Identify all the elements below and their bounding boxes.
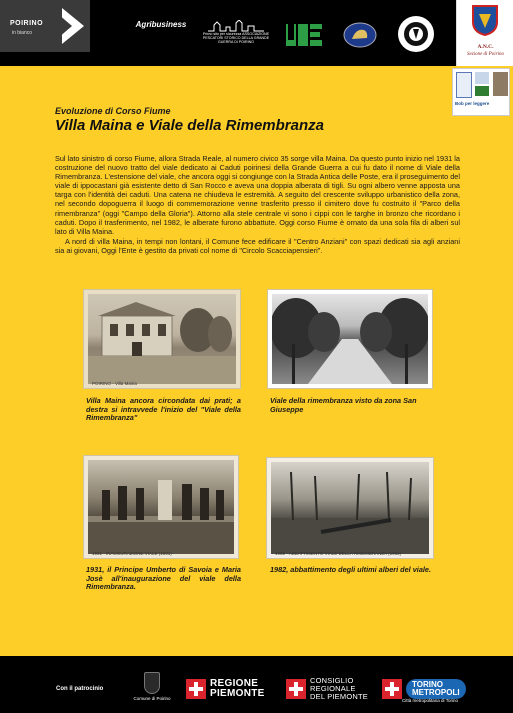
badge-image-3 bbox=[475, 86, 489, 96]
torino-subtitle: Città metropolitana di Torino bbox=[402, 698, 458, 703]
article-kicker: Evoluzione di Corso Fiume bbox=[55, 106, 171, 116]
avenue-illustration-icon bbox=[272, 294, 428, 384]
anc-subtitle: Sezione di Poirino bbox=[467, 52, 504, 57]
consiglio-text bbox=[310, 677, 368, 700]
caption-inaugurazione: 1931, il Principe Umberto di Savoia e Maria Josè all'inaugurazione del viale della Rimembranza. bbox=[86, 565, 241, 592]
consiglio-line-1: CONSIGLIO bbox=[310, 676, 354, 686]
badge-image-1 bbox=[456, 72, 472, 98]
photo-inaugurazione-inscription: 1931 - INAUGURAZIONE VIALE (1931) bbox=[92, 551, 172, 556]
consiglio-line-3: DEL PIEMONTE bbox=[310, 691, 368, 701]
ue-logo bbox=[284, 20, 326, 50]
crest-icon bbox=[144, 672, 160, 694]
article-title: Villa Maina e Viale della Rimembranza bbox=[55, 117, 324, 134]
comune-label: Comune di Poirino bbox=[133, 696, 171, 701]
round-seal-icon bbox=[396, 14, 436, 54]
regione-piemonte-logo bbox=[186, 676, 265, 702]
comune-poirino-logo bbox=[132, 672, 172, 701]
regione-text bbox=[210, 679, 265, 699]
anc-title: A.N.C. bbox=[477, 44, 494, 50]
header-bar bbox=[0, 0, 513, 66]
agribusiness-logo bbox=[132, 22, 190, 48]
torino-metropoli-logo bbox=[382, 676, 466, 702]
associazione-seal-logo bbox=[396, 14, 436, 54]
consiglio-regionale-logo bbox=[286, 676, 368, 702]
photo-abbattimento bbox=[267, 458, 433, 558]
ceremony-illustration-icon bbox=[88, 460, 234, 554]
poirino-brand-logo bbox=[0, 0, 90, 52]
photo-villa-maina bbox=[84, 290, 240, 388]
photo-abbattimento-image bbox=[271, 462, 429, 554]
photo-inaugurazione bbox=[84, 456, 238, 558]
torino-pill bbox=[406, 679, 466, 699]
caption-viale-san-giuseppe: Viale della rimembranza visto da zona San Giuseppe bbox=[270, 396, 417, 414]
skyline-icon bbox=[208, 20, 264, 32]
brand-title: POIRINO bbox=[10, 20, 44, 27]
reading-badge bbox=[452, 68, 510, 116]
photo-villa-maina-image bbox=[88, 294, 236, 384]
anc-logo bbox=[456, 0, 513, 68]
torino-line-1: TORINO bbox=[412, 680, 443, 689]
torino-line-2: METROPOLI bbox=[412, 688, 460, 697]
patronage-label: Con il patrocinio bbox=[56, 686, 104, 692]
cross-icon bbox=[186, 679, 206, 699]
cross-icon bbox=[382, 679, 402, 699]
photo-viale-san-giuseppe-image bbox=[272, 294, 428, 384]
badge-label: Bob per leggere bbox=[455, 101, 490, 106]
caption-villa-maina: Villa Maina ancora circondata dai prati; a destra si intravvede l'inizio del "Viale della Rimembranza" bbox=[86, 396, 241, 423]
article-body bbox=[55, 154, 460, 256]
villa-illustration-icon bbox=[88, 294, 236, 384]
badge-image-4 bbox=[493, 72, 508, 96]
badge-image-2 bbox=[475, 72, 489, 84]
felling-illustration-icon bbox=[271, 462, 429, 554]
photo-inaugurazione-image bbox=[88, 460, 234, 554]
article-paragraph-1: Sul lato sinistro di corso Fiume, allora Strada Reale, al numero civico 35 sorge villa Maina. Da questo punto inizio nel 1931 la costruzione del nuovo tratto del viale dedicato ai Caduti poirinesi della Grande Guerra a cui fu dato il nome di Viale della Rimembranza. L'estensione del viale, che ancora oggi si congiunge con la Strada Antica delle Poste, era il proseguimento del viale di ippocastani già esistente detto di San Rocco e aveva una doppia alberata di tigli. Su ogni albero venne apposta una targa con l'identità dei caduti. Una catena ne chiudeva le estremità. A seguito del crescente sviluppo urbanistico della zona, nel secondo dopoguerra il luogo di commemorazione venne trasferito presso il cimitero dove fu costruito il "Parco della rimembranza" (oggi "Campo della Gloria"). Attorno alla stele centrale vi sono i cippi con le targhe in bronzo che ricordano i caduti. Dopo il trasferimento, nel 1982, le alberate furono abbattute. Oggi corso Fiume è ornato da una sola fila di alberi sul lato di Villa Maina. bbox=[55, 154, 460, 236]
horse-emblem-icon bbox=[342, 20, 378, 50]
photo-viale-san-giuseppe bbox=[268, 290, 432, 388]
article-paragraph-2: A nord di villa Maina, in tempi non lontani, il Comune fece edificare il "Centro Anziani" con spazi dedicati sia agli anziani sia ai giovani, Oggi l'Ente è gestito da privati col nome di "Circolo Scacciapensieri". bbox=[55, 236, 460, 255]
caption-abbattimento: 1982, abbattimento degli ultimi alberi del viale. bbox=[270, 565, 431, 574]
cavalry-emblem-logo bbox=[342, 20, 378, 50]
anc-shield-icon bbox=[471, 4, 499, 36]
regione-line-2: PIEMONTE bbox=[210, 688, 265, 699]
consiglio-line-2: REGIONALE bbox=[310, 684, 356, 694]
cross-icon bbox=[286, 679, 306, 699]
photo-abbattimento-inscription: 1982 - ABBATTIMENTO VIALE DELLA RIMEMBRANZA (1982) bbox=[275, 551, 402, 556]
associazione-logo bbox=[200, 20, 272, 50]
photo-villa-maina-inscription: POIRINO - Villa Maina bbox=[92, 381, 137, 386]
chevron-right-icon-inner bbox=[58, 14, 72, 38]
associazione-logo-text: Primo sito per sicurezza ASSOCIAZIONE PESCATORI STORICO DELLA GRANDE GUERRA DI POIRINO bbox=[202, 32, 270, 45]
agribusiness-logo-text: Agribusiness bbox=[135, 20, 187, 29]
ue-mark-icon bbox=[284, 20, 326, 50]
brand-subtitle: in bianco bbox=[12, 30, 33, 36]
regione-line-1: REGIONE bbox=[210, 678, 259, 689]
